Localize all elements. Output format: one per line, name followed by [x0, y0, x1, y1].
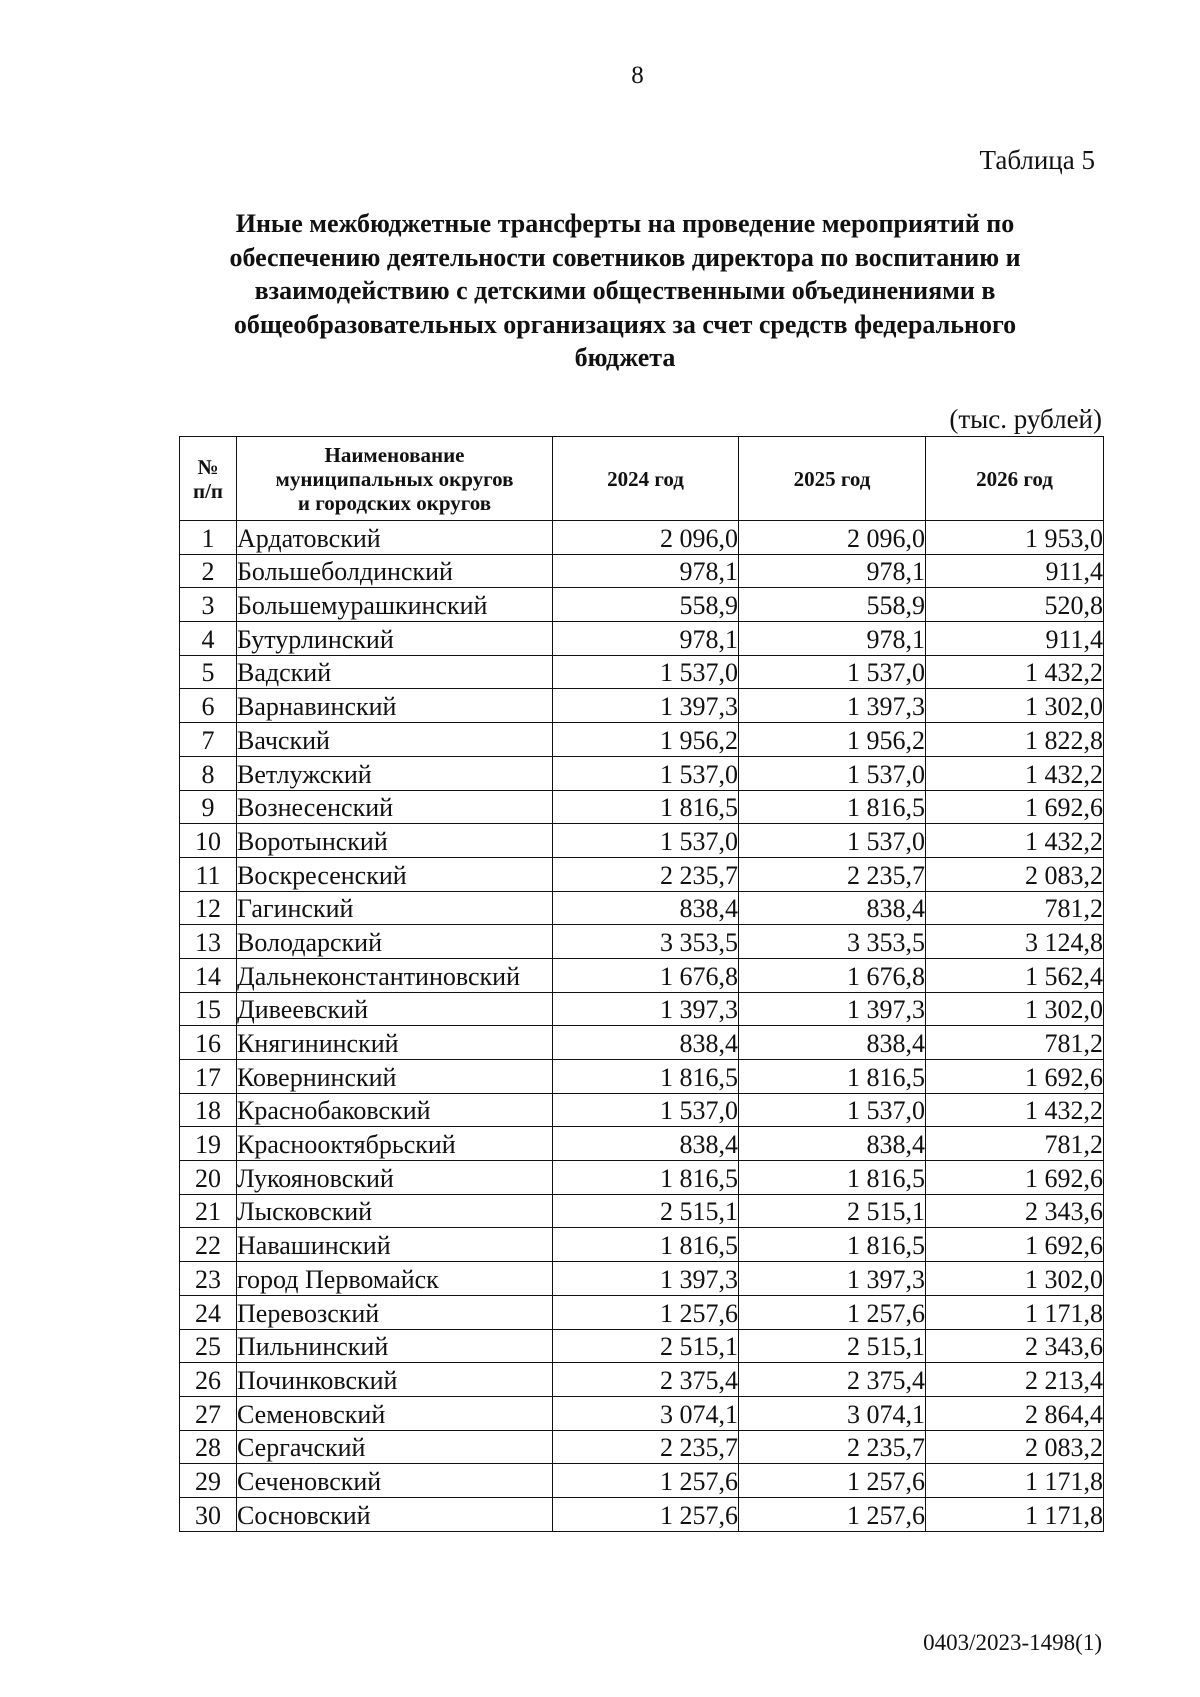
table-row — [180, 857, 1104, 891]
table-row — [180, 1093, 1104, 1127]
cell-municipality: Сеченовский — [237, 1464, 553, 1498]
cell-2026: 781,2 — [926, 1127, 1104, 1161]
cell-municipality: Краснобаковский — [237, 1093, 553, 1127]
cell-2026: 1 171,8 — [926, 1497, 1104, 1531]
table-row — [180, 1363, 1104, 1397]
cell-municipality: Большемурашкинский — [237, 588, 553, 622]
cell-2026: 1 692,6 — [926, 1161, 1104, 1195]
cell-2026: 1 692,6 — [926, 1228, 1104, 1262]
cell-number: 11 — [180, 857, 237, 891]
cell-number: 18 — [180, 1093, 237, 1127]
cell-number: 23 — [180, 1262, 237, 1296]
cell-2024: 838,4 — [553, 1026, 739, 1060]
cell-number: 3 — [180, 588, 237, 622]
cell-2025: 1 816,5 — [739, 790, 926, 824]
cell-number: 6 — [180, 689, 237, 723]
cell-2025: 2 096,0 — [739, 521, 926, 555]
table-row — [180, 992, 1104, 1026]
cell-2025: 1 816,5 — [739, 1060, 926, 1094]
table-row — [180, 1464, 1104, 1498]
header-number-line: № — [197, 454, 219, 479]
cell-2026: 520,8 — [926, 588, 1104, 622]
page-number: 8 — [631, 62, 644, 89]
header-name-line: и городских округов — [297, 490, 492, 515]
cell-2025: 838,4 — [739, 1026, 926, 1060]
cell-municipality: город Первомайск — [237, 1262, 553, 1296]
units-note: (тыс. рублей) — [949, 404, 1102, 434]
cell-2025: 978,1 — [739, 622, 926, 656]
cell-municipality: Вачский — [237, 723, 553, 757]
cell-2024: 1 537,0 — [553, 655, 739, 689]
cell-number: 7 — [180, 723, 237, 757]
cell-2024: 1 816,5 — [553, 1228, 739, 1262]
cell-municipality: Большеболдинский — [237, 554, 553, 588]
cell-2024: 1 257,6 — [553, 1497, 739, 1531]
cell-2025: 978,1 — [739, 554, 926, 588]
title-line: обеспечению деятельности советников директора по воспитанию и — [229, 242, 1021, 272]
cell-2024: 1 676,8 — [553, 958, 739, 992]
cell-2025: 1 816,5 — [739, 1161, 926, 1195]
cell-number: 1 — [180, 521, 237, 555]
cell-2024: 3 353,5 — [553, 925, 739, 959]
cell-2024: 838,4 — [553, 891, 739, 925]
cell-2026: 781,2 — [926, 1026, 1104, 1060]
table-row — [180, 521, 1104, 555]
table-row — [180, 655, 1104, 689]
cell-number: 5 — [180, 655, 237, 689]
cell-2025: 2 375,4 — [739, 1363, 926, 1397]
table-row — [180, 1161, 1104, 1195]
title-line: бюджета — [574, 343, 676, 372]
cell-number: 10 — [180, 824, 237, 858]
table-row — [180, 891, 1104, 925]
cell-2025: 1 257,6 — [739, 1497, 926, 1531]
table-row — [180, 622, 1104, 656]
cell-municipality: Гагинский — [237, 891, 553, 925]
cell-number: 17 — [180, 1060, 237, 1094]
header-number-line: п/п — [192, 478, 224, 503]
cell-2024: 978,1 — [553, 622, 739, 656]
cell-number: 16 — [180, 1026, 237, 1060]
document-title — [140, 207, 1110, 375]
cell-number: 13 — [180, 925, 237, 959]
cell-municipality: Перевозский — [237, 1295, 553, 1329]
cell-2026: 2 213,4 — [926, 1363, 1104, 1397]
table-row — [180, 824, 1104, 858]
cell-municipality: Дальнеконстантиновский — [237, 958, 553, 992]
document-code: 0403/2023-1498(1) — [923, 1630, 1102, 1655]
cell-2025: 1 537,0 — [739, 756, 926, 790]
cell-municipality: Семеновский — [237, 1396, 553, 1430]
cell-2024: 1 816,5 — [553, 790, 739, 824]
cell-2025: 2 235,7 — [739, 1430, 926, 1464]
cell-number: 9 — [180, 790, 237, 824]
cell-2026: 1 432,2 — [926, 756, 1104, 790]
table-row — [180, 723, 1104, 757]
cell-municipality: Воскресенский — [237, 857, 553, 891]
cell-2024: 2 515,1 — [553, 1194, 739, 1228]
cell-2024: 1 397,3 — [553, 689, 739, 723]
title-line: общеобразовательных организациях за счет средств федерального — [233, 309, 1017, 339]
cell-2025: 1 257,6 — [739, 1464, 926, 1498]
cell-2026: 1 302,0 — [926, 1262, 1104, 1296]
table-row — [180, 1329, 1104, 1363]
cell-2025: 2 235,7 — [739, 857, 926, 891]
cell-2024: 1 257,6 — [553, 1464, 739, 1498]
cell-municipality: Починковский — [237, 1363, 553, 1397]
cell-2025: 1 257,6 — [739, 1295, 926, 1329]
cell-2024: 2 096,0 — [553, 521, 739, 555]
header-name-line: Наименование — [324, 442, 465, 467]
cell-number: 22 — [180, 1228, 237, 1262]
header-2025: 2025 год — [739, 437, 926, 521]
cell-municipality: Пильнинский — [237, 1329, 553, 1363]
cell-2025: 2 515,1 — [739, 1329, 926, 1363]
cell-2026: 1 432,2 — [926, 824, 1104, 858]
cell-number: 25 — [180, 1329, 237, 1363]
cell-number: 24 — [180, 1295, 237, 1329]
cell-2026: 1 302,0 — [926, 992, 1104, 1026]
table-row — [180, 1127, 1104, 1161]
header-name-line: муниципальных округов — [275, 466, 514, 491]
cell-2026: 2 864,4 — [926, 1396, 1104, 1430]
cell-municipality: Сосновский — [237, 1497, 553, 1531]
cell-municipality: Ковернинский — [237, 1060, 553, 1094]
cell-2025: 3 353,5 — [739, 925, 926, 959]
cell-number: 19 — [180, 1127, 237, 1161]
cell-municipality: Дивеевский — [237, 992, 553, 1026]
cell-2026: 1 562,4 — [926, 958, 1104, 992]
cell-2025: 1 397,3 — [739, 689, 926, 723]
cell-municipality: Навашинский — [237, 1228, 553, 1262]
cell-2026: 2 343,6 — [926, 1329, 1104, 1363]
cell-2025: 1 816,5 — [739, 1228, 926, 1262]
cell-municipality: Варнавинский — [237, 689, 553, 723]
cell-municipality: Лысковский — [237, 1194, 553, 1228]
cell-municipality: Воротынский — [237, 824, 553, 858]
cell-2026: 2 343,6 — [926, 1194, 1104, 1228]
table-header-row — [180, 437, 1104, 521]
cell-2024: 978,1 — [553, 554, 739, 588]
cell-2025: 838,4 — [739, 1127, 926, 1161]
cell-2026: 1 171,8 — [926, 1464, 1104, 1498]
cell-2024: 1 397,3 — [553, 1262, 739, 1296]
cell-2024: 1 816,5 — [553, 1161, 739, 1195]
cell-2024: 1 816,5 — [553, 1060, 739, 1094]
table-row — [180, 958, 1104, 992]
header-2026: 2026 год — [926, 437, 1104, 521]
cell-2026: 781,2 — [926, 891, 1104, 925]
cell-2026: 1 692,6 — [926, 1060, 1104, 1094]
cell-2025: 1 537,0 — [739, 655, 926, 689]
cell-number: 21 — [180, 1194, 237, 1228]
cell-number: 27 — [180, 1396, 237, 1430]
title-line: взаимодействию с детскими общественными объединениями в — [254, 276, 996, 305]
cell-municipality: Вознесенский — [237, 790, 553, 824]
table-row — [180, 1497, 1104, 1531]
cell-number: 2 — [180, 554, 237, 588]
header-2024: 2024 год — [553, 437, 739, 521]
cell-municipality: Володарский — [237, 925, 553, 959]
cell-municipality: Сергачский — [237, 1430, 553, 1464]
table-row — [180, 588, 1104, 622]
cell-2024: 3 074,1 — [553, 1396, 739, 1430]
cell-2025: 3 074,1 — [739, 1396, 926, 1430]
table-row — [180, 689, 1104, 723]
cell-2025: 1 537,0 — [739, 824, 926, 858]
table-label: Таблица 5 — [979, 145, 1095, 175]
cell-2026: 2 083,2 — [926, 1430, 1104, 1464]
cell-2024: 1 537,0 — [553, 756, 739, 790]
cell-2024: 1 537,0 — [553, 824, 739, 858]
table-row — [180, 790, 1104, 824]
cell-number: 20 — [180, 1161, 237, 1195]
cell-2026: 1 432,2 — [926, 1093, 1104, 1127]
cell-2026: 1 953,0 — [926, 521, 1104, 555]
header-number — [180, 437, 237, 521]
table-row — [180, 1295, 1104, 1329]
cell-municipality: Лукояновский — [237, 1161, 553, 1195]
cell-municipality: Вадский — [237, 655, 553, 689]
cell-municipality: Княгининский — [237, 1026, 553, 1060]
cell-2025: 1 676,8 — [739, 958, 926, 992]
cell-2024: 838,4 — [553, 1127, 739, 1161]
cell-municipality: Ветлужский — [237, 756, 553, 790]
cell-2026: 1 432,2 — [926, 655, 1104, 689]
cell-2026: 1 171,8 — [926, 1295, 1104, 1329]
cell-2025: 2 515,1 — [739, 1194, 926, 1228]
cell-number: 8 — [180, 756, 237, 790]
cell-2024: 1 956,2 — [553, 723, 739, 757]
cell-2026: 911,4 — [926, 554, 1104, 588]
cell-2024: 2 235,7 — [553, 857, 739, 891]
cell-municipality: Краснооктябрьский — [237, 1127, 553, 1161]
table-row — [180, 1430, 1104, 1464]
cell-2024: 558,9 — [553, 588, 739, 622]
cell-2024: 2 375,4 — [553, 1363, 739, 1397]
cell-2025: 558,9 — [739, 588, 926, 622]
transfers-table — [179, 436, 1104, 1532]
table-row — [180, 1060, 1104, 1094]
cell-2024: 2 515,1 — [553, 1329, 739, 1363]
cell-2025: 1 956,2 — [739, 723, 926, 757]
cell-2026: 3 124,8 — [926, 925, 1104, 959]
cell-number: 4 — [180, 622, 237, 656]
table-row — [180, 1026, 1104, 1060]
cell-2025: 838,4 — [739, 891, 926, 925]
table-row — [180, 1262, 1104, 1296]
cell-2026: 1 822,8 — [926, 723, 1104, 757]
cell-2026: 1 692,6 — [926, 790, 1104, 824]
table-body — [180, 521, 1104, 1532]
cell-2024: 1 537,0 — [553, 1093, 739, 1127]
table-row — [180, 554, 1104, 588]
cell-number: 29 — [180, 1464, 237, 1498]
table-row — [180, 1194, 1104, 1228]
cell-2026: 1 302,0 — [926, 689, 1104, 723]
cell-2026: 911,4 — [926, 622, 1104, 656]
cell-municipality: Бутурлинский — [237, 622, 553, 656]
title-line: Иные межбюджетные трансферты на проведение мероприятий по — [235, 209, 1015, 238]
cell-number: 30 — [180, 1497, 237, 1531]
table-row — [180, 1396, 1104, 1430]
cell-2024: 1 257,6 — [553, 1295, 739, 1329]
header-name — [237, 437, 553, 521]
cell-number: 15 — [180, 992, 237, 1026]
cell-2025: 1 397,3 — [739, 992, 926, 1026]
table-row — [180, 925, 1104, 959]
cell-municipality: Ардатовский — [237, 521, 553, 555]
cell-number: 14 — [180, 958, 237, 992]
cell-2024: 2 235,7 — [553, 1430, 739, 1464]
cell-number: 12 — [180, 891, 237, 925]
cell-2024: 1 397,3 — [553, 992, 739, 1026]
cell-2026: 2 083,2 — [926, 857, 1104, 891]
cell-number: 26 — [180, 1363, 237, 1397]
cell-2025: 1 397,3 — [739, 1262, 926, 1296]
cell-2025: 1 537,0 — [739, 1093, 926, 1127]
table-row — [180, 756, 1104, 790]
table-row — [180, 1228, 1104, 1262]
cell-number: 28 — [180, 1430, 237, 1464]
